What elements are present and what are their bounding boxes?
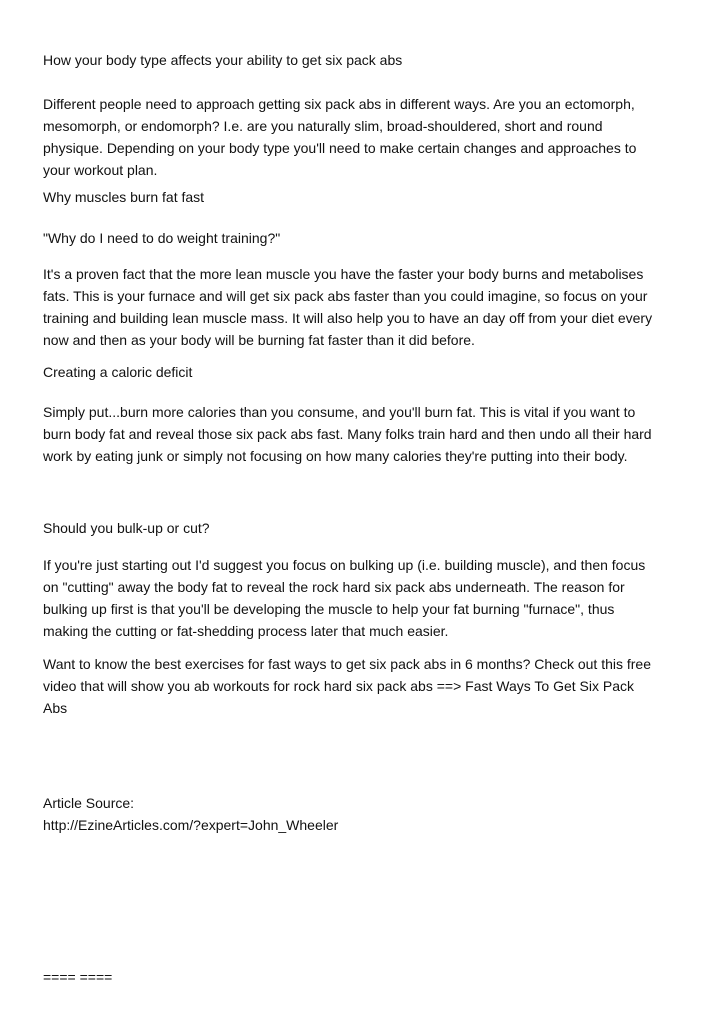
text-line: It's a proven fact that the more lean muscle you have the faster your body burns and metabolises — [43, 266, 644, 282]
text-line: physique. Depending on your body type you'll need to make certain changes and approaches to — [43, 140, 637, 156]
heading-line: Should you bulk-up or cut? — [43, 520, 210, 536]
heading-line: Why muscles burn fat fast — [43, 189, 205, 205]
quote-text: "Why do I need to do weight training?" — [43, 230, 281, 246]
source-label: Article Source: — [43, 795, 135, 811]
source-url: http://EzineArticles.com/?expert=John_Wheeler — [43, 817, 339, 833]
separator-text: ==== ==== — [43, 969, 113, 985]
deficit-paragraph — [43, 401, 693, 467]
text-line: mesomorph, or endomorph? I.e. are you naturally slim, broad-shouldered, short and round — [43, 118, 603, 134]
bulk-paragraph — [43, 554, 693, 642]
text-line: video that will show you ab workouts for rock hard six pack abs ==> Fast Ways To Get Six Pack — [43, 678, 634, 694]
text-line: on "cutting" away the body fat to reveal the rock hard six pack abs underneath. The reason for — [43, 579, 625, 595]
text-line: fats. This is your furnace and will get six pack abs faster than you could imagine, so focus on your — [43, 288, 648, 304]
text-line: If you're just starting out I'd suggest you focus on bulking up (i.e. building muscle), and then focus — [43, 557, 646, 573]
text-line: Abs — [43, 700, 68, 716]
text-line: Different people need to approach getting six pack abs in different ways. Are you an ectomorph, — [43, 96, 635, 112]
heading-line: Creating a caloric deficit — [43, 364, 193, 380]
section-heading-deficit — [43, 361, 693, 383]
footer-separator — [43, 966, 693, 988]
text-line: work by eating junk or simply not focusing on how many calories they're putting into their body. — [43, 448, 628, 464]
section-heading-muscle — [43, 186, 693, 208]
text-line: now and then as your body will be burning fat faster than it did before. — [43, 332, 475, 348]
intro-paragraph — [43, 93, 693, 181]
text-line: bulking up first is that you'll be developing the muscle to help your fat burning "furnace", thus — [43, 601, 615, 617]
section-heading-bulk — [43, 517, 693, 539]
text-line: Simply put...burn more calories than you consume, and you'll burn fat. This is vital if you want to — [43, 404, 636, 420]
title-line: How your body type affects your ability to get six pack abs — [43, 52, 403, 68]
article-source — [43, 792, 693, 836]
text-line: training and building lean muscle mass. It will also help you to have an day off from your diet every — [43, 310, 653, 326]
text-line: burn body fat and reveal those six pack abs fast. Many folks train hard and then undo all their hard — [43, 426, 652, 442]
quote-line — [43, 227, 693, 249]
text-line: Want to know the best exercises for fast ways to get six pack abs in 6 months? Check out this free — [43, 656, 651, 672]
text-line: making the cutting or fat-shedding process later that much easier. — [43, 623, 449, 639]
muscle-paragraph — [43, 263, 693, 351]
cta-paragraph — [43, 653, 693, 719]
text-line: your workout plan. — [43, 162, 158, 178]
article-title — [43, 49, 693, 71]
